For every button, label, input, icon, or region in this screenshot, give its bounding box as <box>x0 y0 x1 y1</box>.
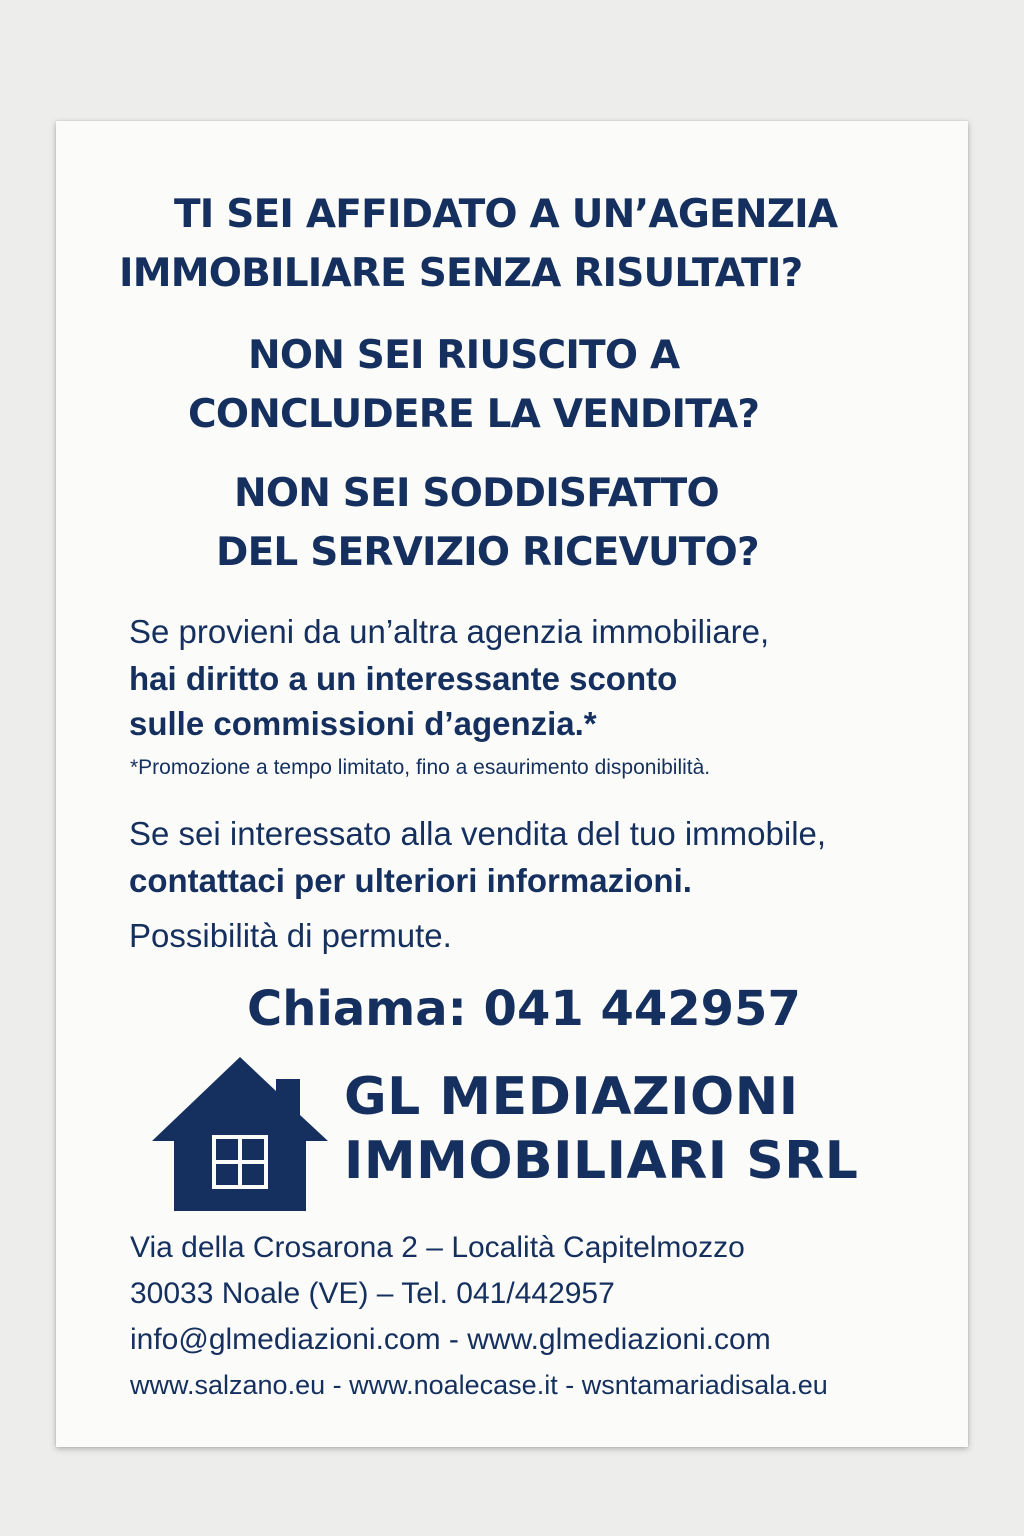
contact-us-text: contattaci per ulteriori informazioni. <box>129 862 692 899</box>
company-name-line-2: IMMOBILIARI SRL <box>344 1131 859 1191</box>
phone-call-to-action: Chiama: 041 442957 <box>247 981 801 1037</box>
offer-intro: Se provieni da un’altra agenzia immobiliare, <box>129 613 770 650</box>
address-city-phone: 30033 Noale (VE) – Tel. 041/442957 <box>130 1277 615 1310</box>
promotion-footnote: *Promozione a tempo limitato, fino a esaurimento disponibilità. <box>130 756 711 779</box>
trade-in-text: Possibilità di permute. <box>129 917 452 954</box>
other-websites: www.salzano.eu - www.noalecase.it - wsntamariadisala.eu <box>130 1370 828 1400</box>
headline-question-3-line-2: DEL SERVIZIO RICEVUTO? <box>216 530 759 575</box>
offer-discount-line-1: hai diritto a un interessante sconto <box>129 660 678 697</box>
email-and-website: info@glmediazioni.com - www.glmediazioni.com <box>130 1323 771 1356</box>
house-icon <box>152 1055 328 1211</box>
sale-interest-text: Se sei interessato alla vendita del tuo immobile, <box>129 815 827 852</box>
company-name-line-1: GL MEDIAZIONI <box>344 1067 799 1127</box>
headline-question-1-line-2: IMMOBILIARE SENZA RISULTATI? <box>119 251 803 296</box>
headline-question-2-line-1: NON SEI RIUSCITO A <box>248 333 680 378</box>
headline-question-3-line-1: NON SEI SODDISFATTO <box>234 471 719 516</box>
headline-question-1-line-1: TI SEI AFFIDATO A UN’AGENZIA <box>174 192 838 237</box>
offer-discount-line-2: sulle commissioni d’agenzia.* <box>129 705 597 742</box>
address-street: Via della Crosarona 2 – Località Capitelmozzo <box>130 1231 745 1264</box>
headline-question-2-line-2: CONCLUDERE LA VENDITA? <box>188 392 760 437</box>
